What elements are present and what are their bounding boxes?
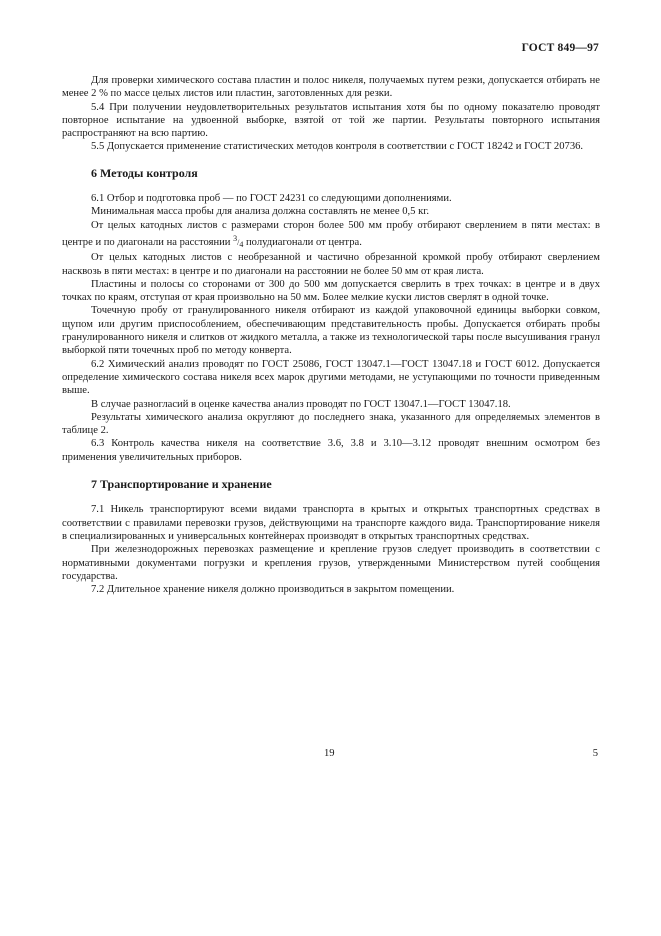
paragraph-plates-strips: Пластины и полосы со сторонами от 300 до 500 мм допускается сверлить в трех точках: в центре и в двух точках по краям, отступая от края произвольно на 50 мм. Более мелкие куски листов сверлят в одной точке. [62, 278, 600, 304]
text-cathode-before: От целых катодных листов с размерами сторон более 500 мм пробу отбирают сверлением в пяти местах: в центре и по диагонали на расстоянии [62, 219, 600, 248]
paragraph-granulated-nickel: Точечную пробу от гранулированного никеля отбирают из каждой упаковочной единицы выборки совком, щупом или другим приспособлением, обеспечивающим представительность пробы. Допускается отбирать пробы гранулированного никеля и слитков от жидкого металла, а также из технологической тары после высушивания гранул выборкой пяти точечных проб по методу конверта. [62, 305, 600, 357]
fraction-numerator: 3 [233, 233, 238, 243]
section-6-heading: 6 Методы контроля [91, 165, 198, 180]
paragraph-5-5: 5.5 Допускается применение статистических методов контроля в соответствии с ГОСТ 18242 и ГОСТ 20736. [91, 141, 584, 153]
document-body [62, 74, 600, 596]
paragraph-untrimmed-sheets: От целых катодных листов с необрезанной и частично обрезанной кромкой пробу отбирают сверлением насквозь в пяти местах: в центре и по диагонали на расстоянии не более 50 мм от края листа. [62, 252, 600, 277]
paragraph-5-4: 5.4 При получении неудовлетворительных результатов испытания хотя бы по одному показателю проводят повторное испытание на удвоенной выборке, взятой от той же партии. Результаты повторного испытания распространяют на всю партию. [62, 101, 600, 140]
paragraph-6-2: 6.2 Химический анализ проводят по ГОСТ 25086, ГОСТ 13047.1—ГОСТ 13047.18 и ГОСТ 6012. Допускается определение химического состава никеля всех марок другими методами, не уступающими по точности приведенным выше. [62, 358, 600, 397]
paragraph-cathode-sheets [62, 219, 600, 252]
paragraph-7-2: 7.2 Длительное хранение никеля должно производиться в закрытом помещении. [91, 584, 455, 596]
document-code: ГОСТ 849—97 [521, 42, 599, 54]
paragraph-6-1: 6.1 Отбор и подготовка проб — по ГОСТ 24231 со следующими дополнениями. [91, 193, 452, 205]
sheet-number: 19 [324, 748, 335, 759]
paragraph-rounding: Результаты химического анализа округляют до последнего знака, указанного для определяемых элементов в таблице 2. [62, 411, 600, 437]
paragraph-min-mass: Минимальная масса пробы для анализа должна составлять не менее 0,5 кг. [91, 206, 430, 218]
paragraph-sampling-strips: Для проверки химического состава пластин и полос никеля, получаемых путем резки, допускается отбирать не менее 2 % по массе целых листов или пластин, заготовленных для резки. [62, 75, 600, 100]
paragraph-railway: При железнодорожных перевозках размещение и крепление грузов следует производить в соответствии с нормативными документами погрузки и крепления грузов, утвержденными Министерством путей сообщения государства. [62, 544, 600, 582]
paragraph-disagreement: В случае разногласий в оценке качества анализ проводят по ГОСТ 13047.1—ГОСТ 13047.18. [91, 398, 511, 410]
fraction-denominator: 4 [239, 239, 244, 249]
page-number: 5 [592, 748, 598, 759]
paragraph-7-1: 7.1 Никель транспортируют всеми видами транспорта в крытых и открытых транспортных средствах в соответствии с правилами перевозки грузов, действующими на транспорте каждого вида. Транспортирование никеля в специализированных и универсальных контейнерах производят в открытых транспортных средствах. [62, 504, 600, 542]
section-7-heading: 7 Транспортирование и хранение [91, 477, 272, 492]
fraction-three-quarters: $^3/_4$ [233, 233, 244, 249]
paragraph-6-3: 6.3 Контроль качества никеля на соответствие 3.6, 3.8 и 3.10—3.12 проводят внешним осмотром без применения увеличительных приборов. [62, 438, 600, 463]
text-cathode-after: полудиагонали от центра. [243, 236, 362, 248]
